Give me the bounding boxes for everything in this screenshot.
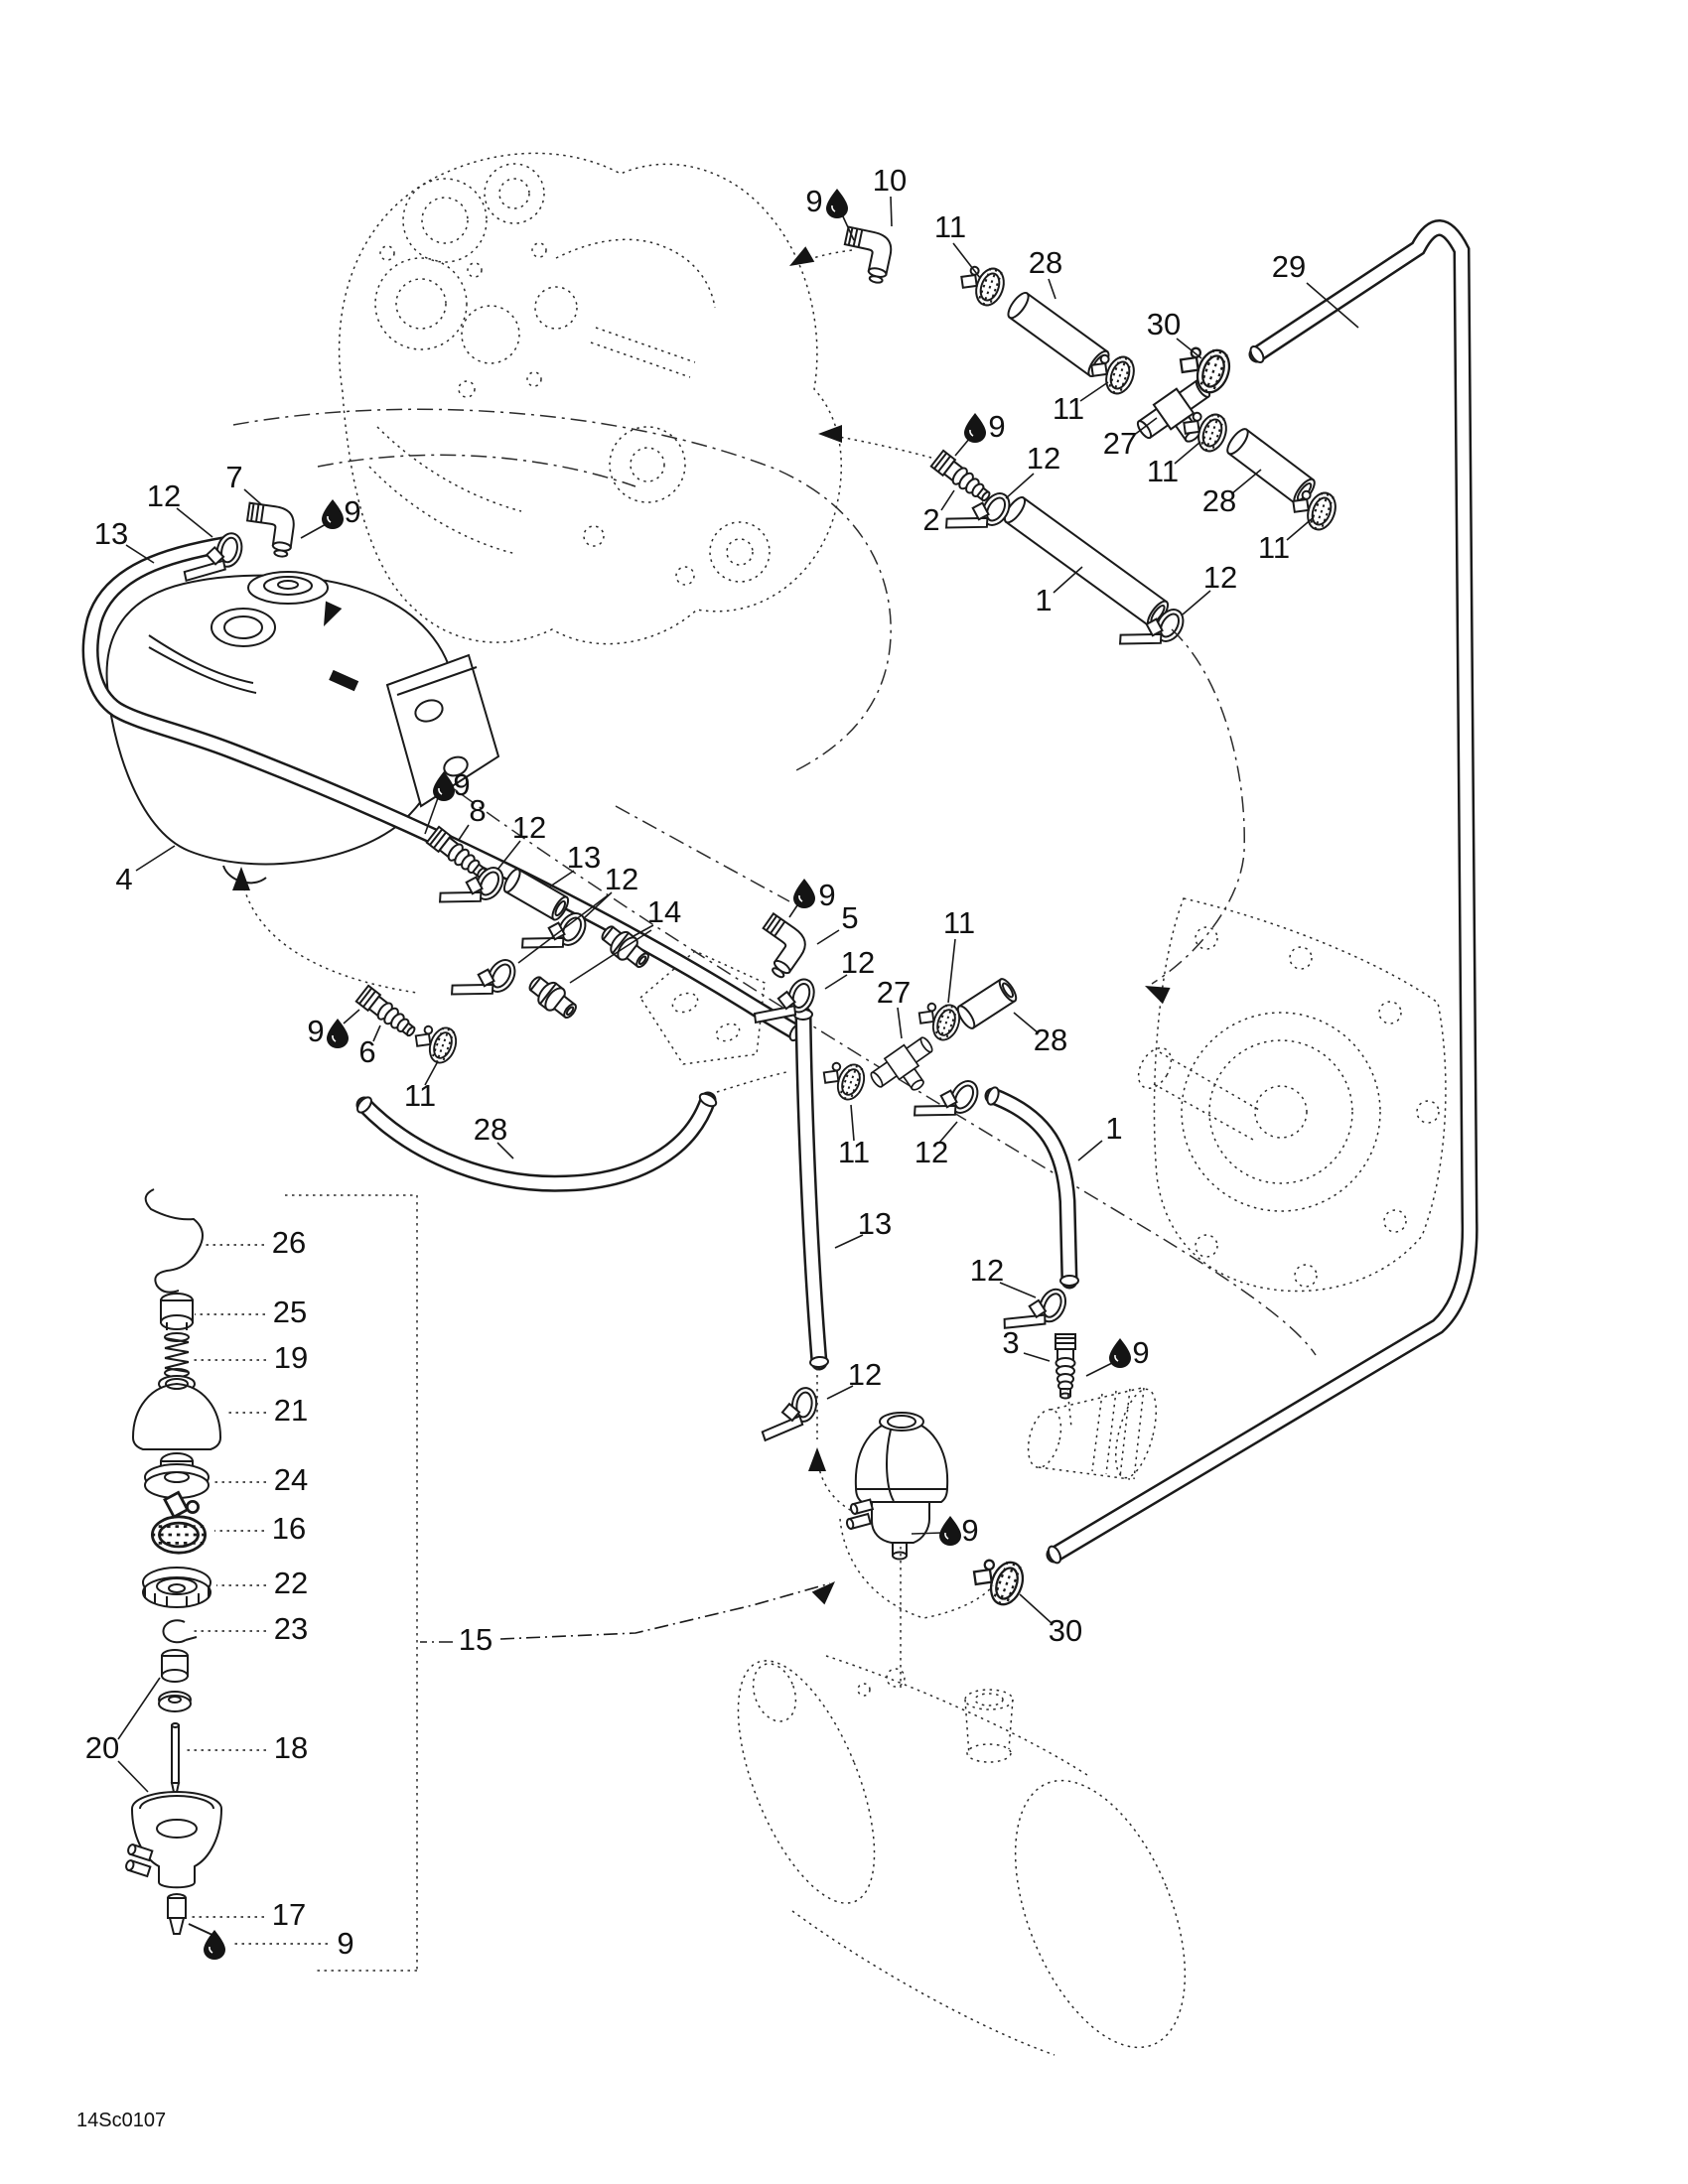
- callout-12: 12: [969, 1253, 1005, 1289]
- clamp-16: [152, 1492, 205, 1553]
- water-tank-reference: [710, 1643, 1219, 2072]
- leader-line: [118, 1761, 148, 1792]
- assembly-direction-arrow-icon: [818, 425, 842, 443]
- callout-28: 28: [1201, 483, 1237, 519]
- callout-12: 12: [1026, 441, 1061, 477]
- callout-12: 12: [146, 478, 182, 514]
- hose-clamp-11: [955, 259, 1009, 310]
- callout-1: 1: [1035, 583, 1053, 618]
- elbow-fitting-5: [746, 913, 812, 980]
- elbow-fitting-7: [243, 503, 296, 558]
- cap-25: [161, 1294, 193, 1330]
- diaphragm-cover-21: [133, 1376, 220, 1449]
- leader-line: [1000, 1283, 1036, 1297]
- callout-9: 9: [805, 184, 823, 219]
- hose-clamp-30: [967, 1552, 1029, 1609]
- callout-19: 19: [273, 1340, 309, 1376]
- hull-reference: [233, 409, 1316, 1355]
- leader-line: [1054, 567, 1082, 593]
- leader-line: [953, 243, 980, 278]
- leader-line: [118, 1678, 160, 1739]
- valve-body-15: [125, 1792, 221, 1887]
- callout-11: 11: [933, 209, 967, 245]
- callout-11: 11: [942, 905, 976, 941]
- callout-13: 13: [566, 840, 602, 876]
- hose-clamp-30: [1174, 340, 1235, 397]
- leader-line: [1078, 1141, 1102, 1160]
- callout-5: 5: [841, 900, 859, 936]
- engine-reference: [340, 153, 842, 643]
- inlet-cylinder-reference: [1023, 1385, 1165, 1482]
- leader-line: [136, 846, 175, 871]
- seal-ring-22: [143, 1568, 211, 1607]
- callout-6: 6: [358, 1034, 376, 1070]
- leader-line: [1024, 1353, 1050, 1361]
- leader-line: [500, 1583, 830, 1639]
- nipple-fitting-14b: [524, 971, 581, 1024]
- leader-line: [1086, 1362, 1114, 1376]
- callout-9: 9: [961, 1513, 979, 1549]
- lubricant-droplet-icon: [939, 1516, 961, 1546]
- tee-fitting-27-lower: [867, 1032, 947, 1107]
- callout-12: 12: [511, 810, 547, 846]
- callout-17: 17: [271, 1897, 307, 1933]
- callout-28: 28: [473, 1112, 508, 1148]
- bushing-washer-20: [159, 1650, 191, 1711]
- hose-28-short-middle: [955, 977, 1019, 1030]
- leader-line: [301, 523, 328, 538]
- assembly-direction-arrow-icon: [785, 246, 815, 274]
- lubricant-droplet-icon: [964, 413, 986, 443]
- callout-11: 11: [1052, 391, 1085, 427]
- callout-26: 26: [271, 1225, 307, 1261]
- leader-line: [344, 1010, 359, 1024]
- leader-line: [955, 438, 970, 456]
- lubricant-droplet-icon: [793, 879, 815, 908]
- callout-13: 13: [93, 516, 129, 552]
- callout-30: 30: [1048, 1613, 1083, 1649]
- callout-22: 22: [273, 1566, 309, 1601]
- jet-pump-reference: [1132, 898, 1446, 1292]
- callout-11: 11: [837, 1135, 871, 1170]
- drawing-code: 14Sc0107: [76, 2110, 167, 2131]
- water-regulator-valve: [846, 1413, 947, 1560]
- callout-8: 8: [469, 793, 487, 829]
- leader-line: [177, 508, 212, 537]
- assembly-direction-arrow-icon: [808, 1447, 826, 1471]
- hose-clamp-11: [914, 996, 964, 1043]
- leader-line: [891, 197, 892, 226]
- retainer-wire-26: [146, 1189, 203, 1293]
- callout-11: 11: [1146, 454, 1180, 489]
- callout-12: 12: [847, 1357, 883, 1393]
- callout-18: 18: [273, 1730, 309, 1766]
- callout-28: 28: [1033, 1023, 1068, 1058]
- barb-fitting-6: [356, 986, 419, 1040]
- callout-27: 27: [1102, 426, 1138, 462]
- leader-line: [1049, 279, 1055, 299]
- tie-wrap-12: [449, 942, 520, 1017]
- assembly-direction-arrow-icon: [812, 1575, 842, 1605]
- leader-line: [948, 939, 955, 1003]
- callout-20: 20: [84, 1730, 120, 1766]
- callout-28: 28: [1028, 245, 1063, 281]
- callout-9: 9: [307, 1014, 325, 1049]
- callout-9: 9: [453, 767, 471, 803]
- leader-line: [817, 930, 839, 944]
- callout-7: 7: [225, 460, 243, 495]
- spring-19: [165, 1333, 189, 1377]
- barb-fitting-2: [931, 451, 994, 505]
- hose-clamp-11: [410, 1019, 461, 1066]
- callout-25: 25: [272, 1295, 308, 1330]
- leader-line: [1080, 382, 1108, 401]
- callout-23: 23: [273, 1611, 309, 1647]
- lubricant-droplet-icon: [826, 189, 848, 218]
- barb-fitting-3: [1055, 1334, 1075, 1399]
- callout-14: 14: [646, 894, 682, 930]
- lubricant-droplet-icon: [204, 1930, 225, 1960]
- hose-13-short: [501, 867, 571, 922]
- callout-9: 9: [1132, 1335, 1150, 1371]
- callout-4: 4: [115, 862, 133, 897]
- callout-12: 12: [1202, 560, 1238, 596]
- callout-15: 15: [458, 1622, 493, 1658]
- callout-9: 9: [344, 494, 361, 530]
- callout-11: 11: [403, 1078, 437, 1114]
- callout-10: 10: [872, 163, 908, 199]
- leader-line: [459, 825, 469, 840]
- callout-9: 9: [337, 1926, 354, 1962]
- callout-29: 29: [1271, 249, 1307, 285]
- callout-27: 27: [876, 975, 912, 1011]
- callout-13: 13: [857, 1206, 893, 1242]
- callout-layer: [85, 163, 1358, 1961]
- hose-13-vertical: [794, 1010, 829, 1368]
- fitting-17: [168, 1894, 214, 1936]
- callout-30: 30: [1146, 307, 1182, 342]
- callout-21: 21: [273, 1393, 309, 1429]
- callout-12: 12: [840, 945, 876, 981]
- leader-line: [1287, 517, 1314, 540]
- callout-11: 11: [1257, 530, 1291, 566]
- clip-23: [163, 1620, 197, 1642]
- callout-12: 12: [604, 862, 639, 897]
- hose-1-short: [1001, 494, 1171, 629]
- callout-16: 16: [271, 1511, 307, 1547]
- regulator-exploded-parts: [125, 1189, 221, 1936]
- tie-wrap-12: [762, 1383, 819, 1446]
- routing-lines: [241, 250, 1244, 1688]
- diaphragm-24: [145, 1453, 209, 1498]
- leader-line: [898, 1008, 902, 1038]
- callout-2: 2: [922, 502, 940, 538]
- callout-9: 9: [818, 878, 836, 913]
- leader-line: [1232, 470, 1261, 493]
- leader-line: [912, 1533, 942, 1534]
- lubricant-droplet-icon: [1109, 1338, 1131, 1368]
- elbow-fitting-10: [838, 227, 894, 285]
- callout-24: 24: [273, 1462, 309, 1498]
- leader-line: [941, 490, 954, 510]
- callout-3: 3: [1002, 1325, 1020, 1361]
- leader-line: [1006, 474, 1034, 498]
- lubricant-droplet-icon: [322, 499, 344, 529]
- tie-wrap-12: [912, 1063, 983, 1138]
- needle-18: [172, 1723, 179, 1799]
- callout-12: 12: [914, 1135, 949, 1170]
- hose-clamp-11: [818, 1055, 869, 1103]
- callout-1: 1: [1105, 1111, 1123, 1147]
- callout-9: 9: [988, 409, 1006, 445]
- leader-line: [244, 489, 261, 504]
